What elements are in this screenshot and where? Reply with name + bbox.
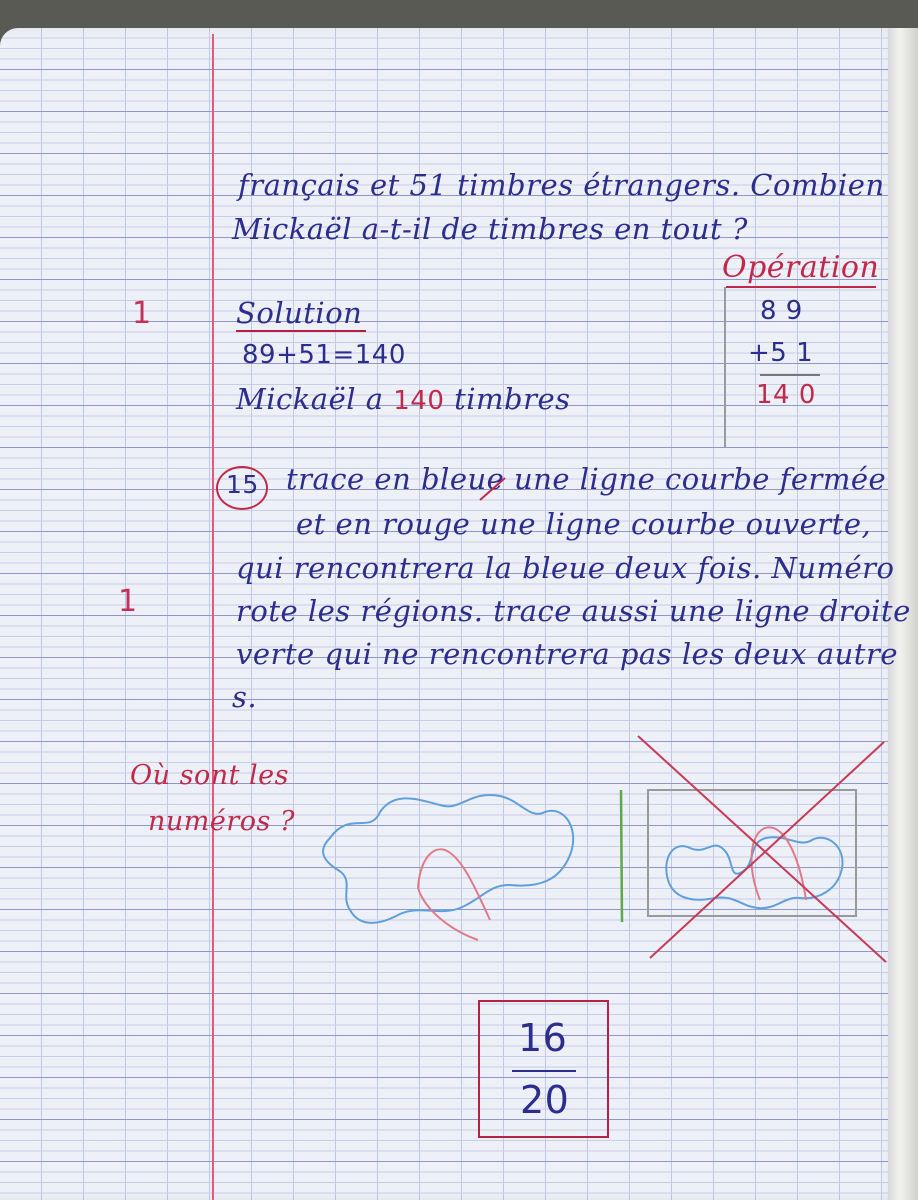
ex15-line-3: qui rencontrera la bleue deux fois. Numéro [236,551,895,585]
answer-prefix: Mickaël a [236,382,384,416]
margin-line [212,34,214,1200]
ex15-line-1: trace en bleue une ligne courbe fermée [286,462,887,496]
ex14-line-1: français et 51 timbres étrangers. Combien [238,168,885,202]
ex15-line-2: et en rouge une ligne courbe ouverte, [296,507,872,541]
operation-divider [724,287,726,447]
operation-sum-line [760,374,820,376]
teacher-comment-line-2: numéros ? [148,806,295,837]
operation-row-2: +5 1 [748,338,814,368]
solution-heading: Solution [236,296,366,332]
solution-answer [236,382,571,416]
ex15-line-4: rote les régions. trace aussi une ligne droite [236,594,911,628]
ex14-line-2: Mickaël a-t-il de timbres en tout ? [232,212,748,246]
ex15-grade: 1 [118,584,138,619]
answer-value: 140 [393,386,445,416]
solution-equation: 89+51=140 [242,340,406,370]
teacher-comment-line-1: Où sont les [130,760,290,791]
operation-heading: Opération [722,250,880,285]
score-denominator: 20 [520,1078,570,1122]
ex15-line-5: verte qui ne rencontrera pas les deux autre [236,637,898,671]
operation-row-1: 8 9 [760,296,803,326]
exercise-number: 15 [226,470,259,499]
operation-result: 14 0 [756,380,816,410]
score-fraction-bar [512,1070,576,1072]
answer-suffix: timbres [454,382,571,416]
score-numerator: 16 [518,1016,568,1060]
operation-rule [726,286,876,288]
ex14-grade: 1 [132,296,152,331]
ex15-line-6: s. [232,680,258,714]
